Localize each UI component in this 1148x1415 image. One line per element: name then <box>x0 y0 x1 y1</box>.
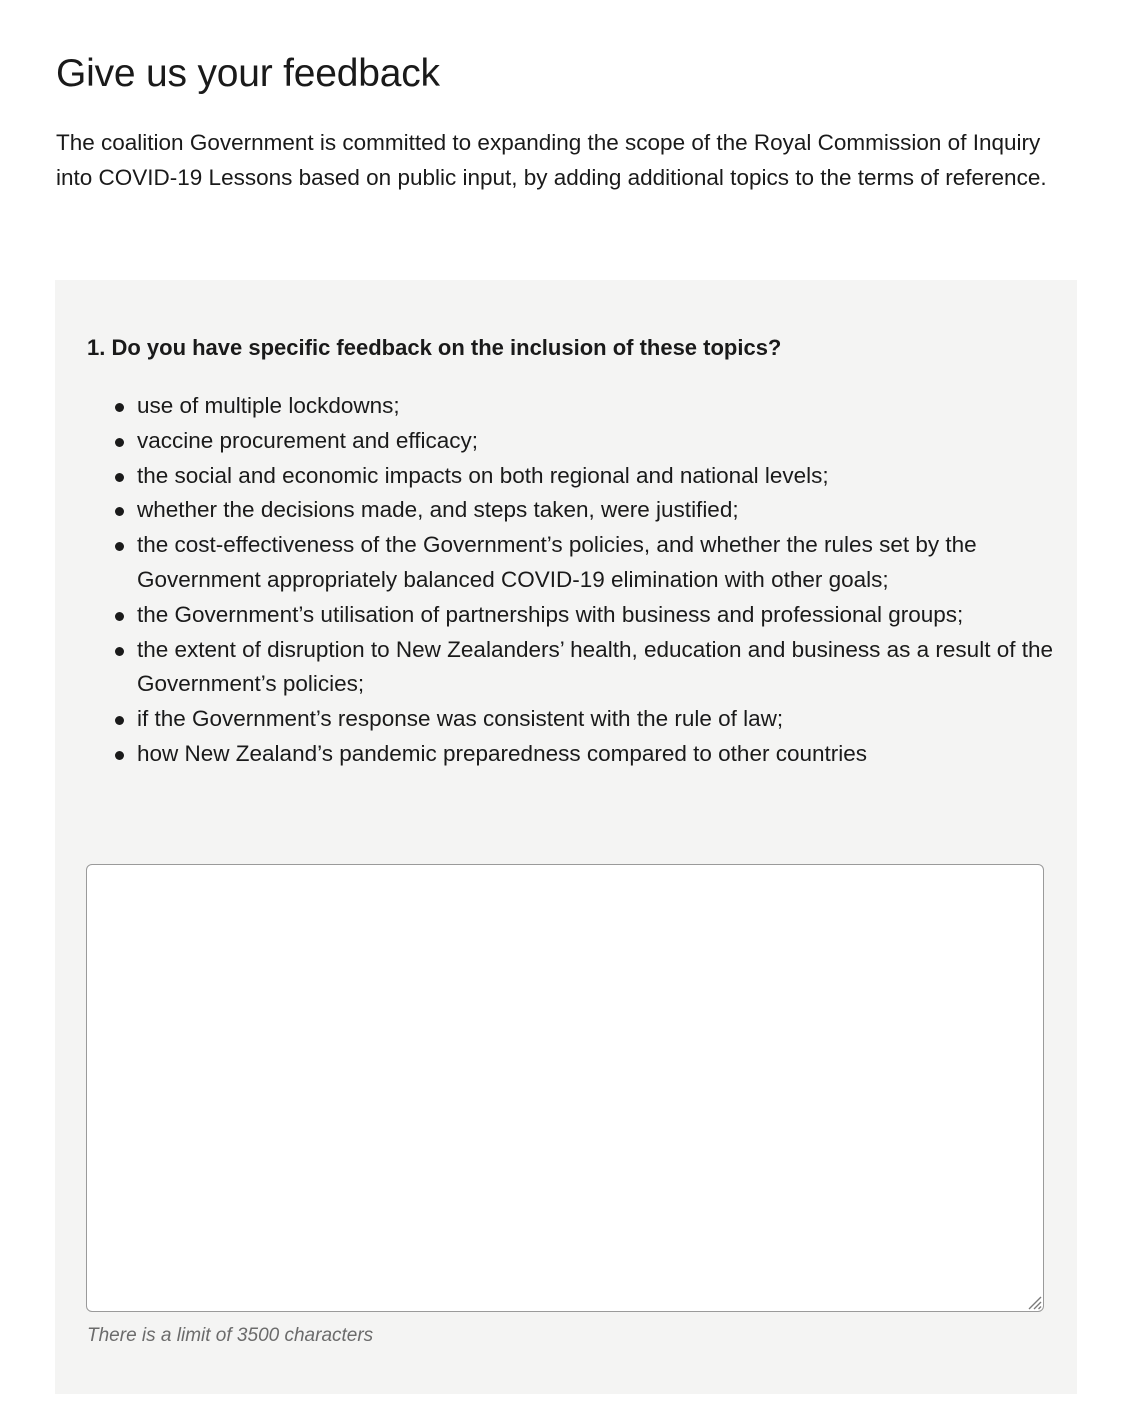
list-item <box>86 424 1056 459</box>
list-item <box>86 493 1056 528</box>
bullet-icon <box>115 403 124 412</box>
intro-text: The coalition Government is committed to expanding the scope of the Royal Commission of Inquiry into COVID-19 Lessons based on public input, by adding additional topics to the terms of reference. <box>56 130 1047 190</box>
list-item <box>86 702 1056 737</box>
list-item <box>86 633 1056 703</box>
topic-text: if the Government’s response was consistent with the rule of law; <box>137 706 784 732</box>
topic-text: how New Zealand’s pandemic preparedness compared to other countries <box>137 740 867 766</box>
topic-text: vaccine procurement and efficacy; <box>137 427 479 453</box>
char-limit-note: There is a limit of 3500 characters <box>87 1325 374 1346</box>
list-item <box>86 389 1056 424</box>
topic-text: the social and economic impacts on both regional and national levels; <box>137 462 829 488</box>
list-item <box>86 528 1056 598</box>
topic-text: the Government’s utilisation of partnerships with business and professional groups; <box>137 601 964 627</box>
page-title: Give us your feedback <box>56 52 440 95</box>
bullet-icon <box>115 612 124 621</box>
topic-list <box>86 389 1056 772</box>
topic-text: the extent of disruption to New Zealanders’ health, education and business as a result of the Government’s policies; <box>137 636 1053 697</box>
topic-text: whether the decisions made, and steps taken, were justified; <box>137 497 739 523</box>
bullet-icon <box>115 507 124 516</box>
bullet-icon <box>115 647 124 656</box>
list-item <box>86 598 1056 633</box>
question-panel <box>55 280 1077 1394</box>
topic-text: use of multiple lockdowns; <box>137 393 400 418</box>
resize-grip-icon[interactable] <box>1026 1294 1042 1310</box>
bullet-icon <box>115 542 124 551</box>
topic-text: the cost-effectiveness of the Government’s policies, and whether the rules set by the Government appropriately balanced COVID-19 elimination with other goals; <box>137 532 977 592</box>
question-label: 1. Do you have specific feedback on the inclusion of these topics? <box>87 335 782 360</box>
bullet-icon <box>115 438 124 447</box>
feedback-textarea[interactable] <box>86 864 1044 1312</box>
bullet-icon <box>115 716 124 725</box>
list-item <box>86 737 1056 772</box>
bullet-icon <box>115 751 124 760</box>
bullet-icon <box>115 473 124 482</box>
list-item <box>86 459 1056 494</box>
